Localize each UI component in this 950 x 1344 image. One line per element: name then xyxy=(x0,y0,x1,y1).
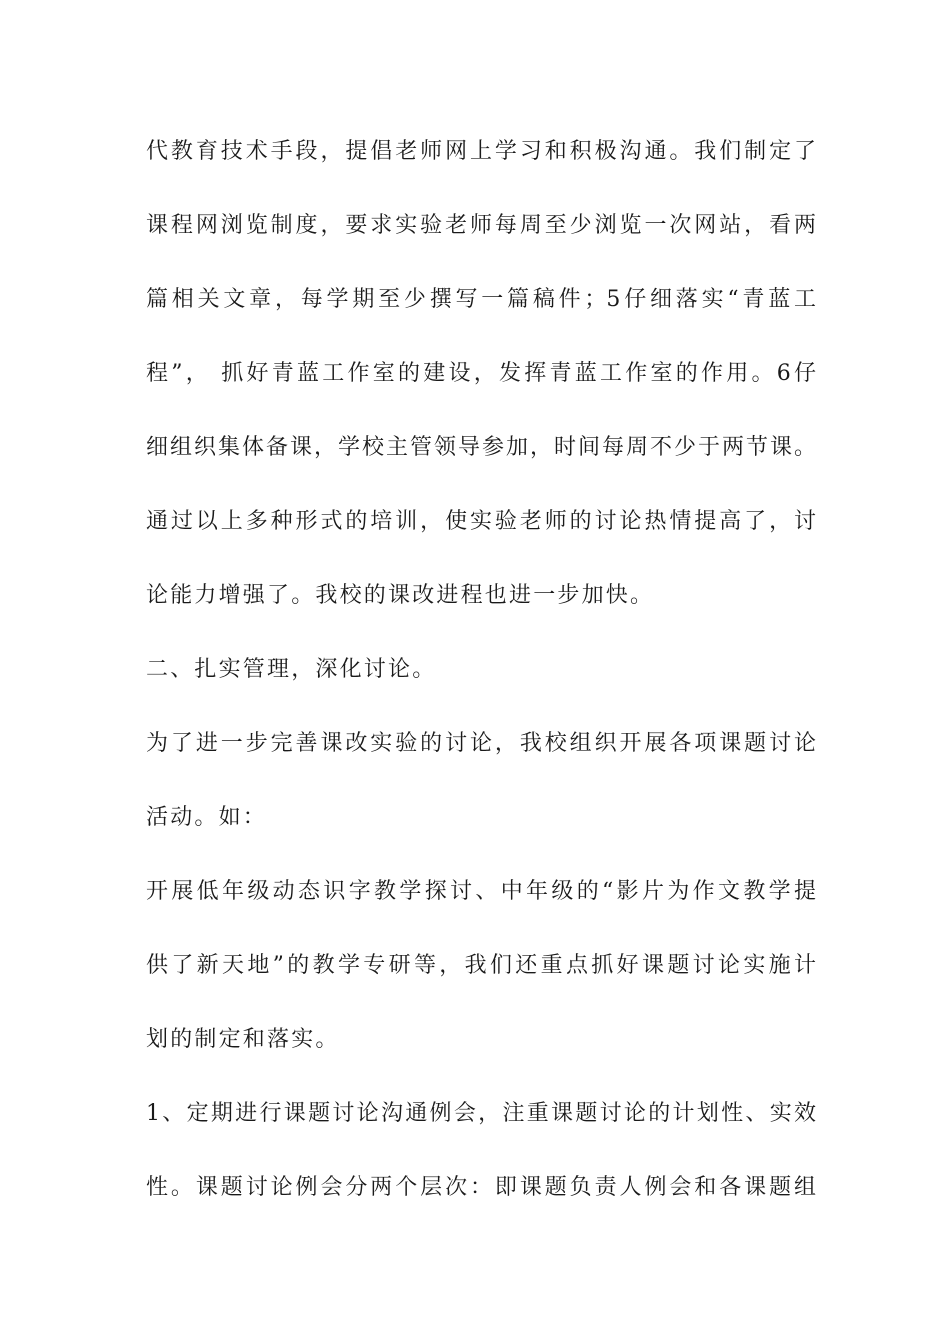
text-line: 划的制定和落实。 xyxy=(146,1027,340,1052)
text-line: 活动。如： xyxy=(146,805,268,830)
text-line: 论能力增强了。我校的课改进程也进一步加快。 xyxy=(146,583,655,608)
text-line: 细组织集体备课，学校主管领导参加，时间每周不少于两节课。 xyxy=(146,435,816,460)
text-line: 课程网浏览制度，要求实验老师每周至少浏览一次网站，看两 xyxy=(146,213,816,238)
text-line: 篇相关文章，每学期至少撰写一篇稿件；5仔细落实“青蓝工 xyxy=(146,287,816,312)
section-heading: 二、扎实管理，深化讨论。 xyxy=(146,657,437,682)
text-line: 程”， 抓好青蓝工作室的建设，发挥青蓝工作室的作用。6仔 xyxy=(146,361,816,386)
text-line: 为了进一步完善课改实验的讨论，我校组织开展各项课题讨论 xyxy=(146,731,816,756)
text-line: 供了新天地”的教学专研等，我们还重点抓好课题讨论实施计 xyxy=(146,953,816,978)
text-line: 代教育技术手段，提倡老师网上学习和积极沟通。我们制定了 xyxy=(146,139,816,164)
text-line: 性。课题讨论例会分两个层次：即课题负责人例会和各课题组 xyxy=(146,1175,816,1200)
text-line: 通过以上多种形式的培训，使实验老师的讨论热情提高了，讨 xyxy=(146,509,816,534)
text-line: 1、定期进行课题讨论沟通例会，注重课题讨论的计划性、实效 xyxy=(146,1101,816,1126)
text-line: 开展低年级动态识字教学探讨、中年级的“影片为作文教学提 xyxy=(146,879,816,904)
